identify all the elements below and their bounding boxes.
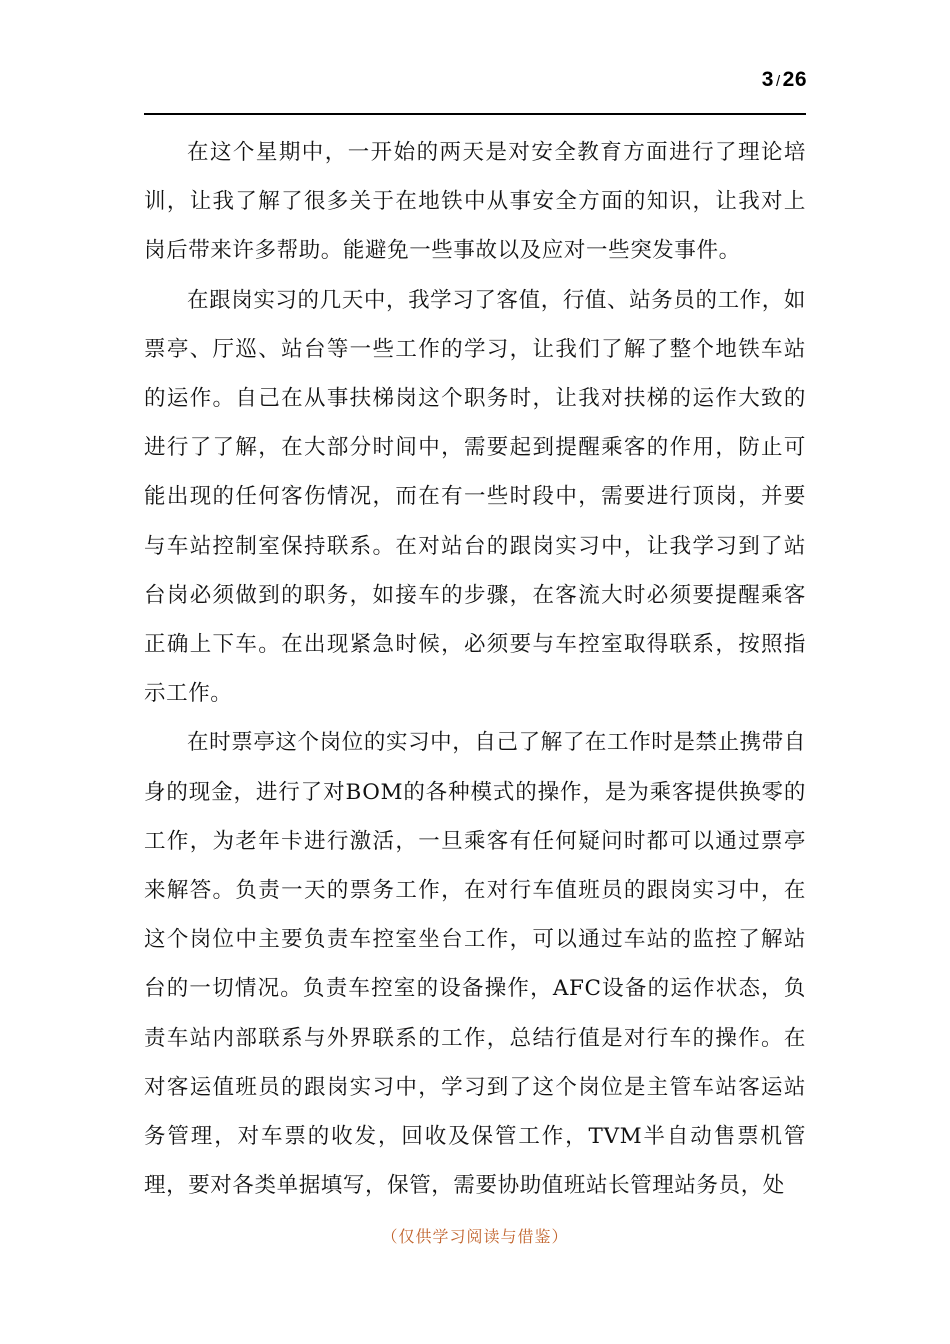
page-separator: / <box>775 73 781 90</box>
page-current: 3 <box>761 68 774 91</box>
paragraph-1: 在这个星期中，一开始的两天是对安全教育方面进行了理论培训，让我了解了很多关于在地铁中从事安全方面的知识，让我对上岗后带来许多帮助。能避免一些事故以及应对一些突发事件。 <box>144 140 806 264</box>
document-body <box>144 128 806 1210</box>
footer-note: （仅供学习阅读与借鉴） <box>381 1227 569 1246</box>
paragraph-3: 在时票亭这个岗位的实习中，自己了解了在工作时是禁止携带自身的现金，进行了对BOM的各种模式的操作，是为乘客提供换零的工作，为老年卡进行激活，一旦乘客有任何疑问时都可以通过票亭来解答。负责一天的票务工作，在对行车值班员的跟岗实习中，在这个岗位中主要负责车控室坐台工作，可以通过车站的监控了解站台的一切情况。负责车控室的设备操作，AFC设备的运作状态，负责车站内部联系与外界联系的工作，总结行值是对行车的操作。在对客运值班员的跟岗实习中，学习到了这个岗位是主管车站客运站务管理，对车票的收发，回收及保管工作，TVM半自动售票机管理，要对各类单据填写，保管，需要协助值班站长管理站务员，处 <box>144 730 806 1199</box>
page-total: 26 <box>782 68 807 91</box>
header-divider <box>144 113 806 115</box>
paragraph-2: 在跟岗实习的几天中，我学习了客值，行值、站务员的工作，如票亭、厅巡、站台等一些工作的学习，让我们了解了整个地铁车站的运作。自己在从事扶梯岗这个职务时，让我对扶梯的运作大致的进行了了解，在大部分时间中，需要起到提醒乘客的作用，防止可能出现的任何客伤情况，而在有一些时段中，需要进行顶岗，并要与车站控制室保持联系。在对站台的跟岗实习中，让我学习到了站台岗必须做到的职务，如接车的步骤，在客流大时必须要提醒乘客正确上下车。在出现紧急时候，必须要与车控室取得联系，按照指示工作。 <box>144 287 806 707</box>
page-number <box>762 68 807 92</box>
